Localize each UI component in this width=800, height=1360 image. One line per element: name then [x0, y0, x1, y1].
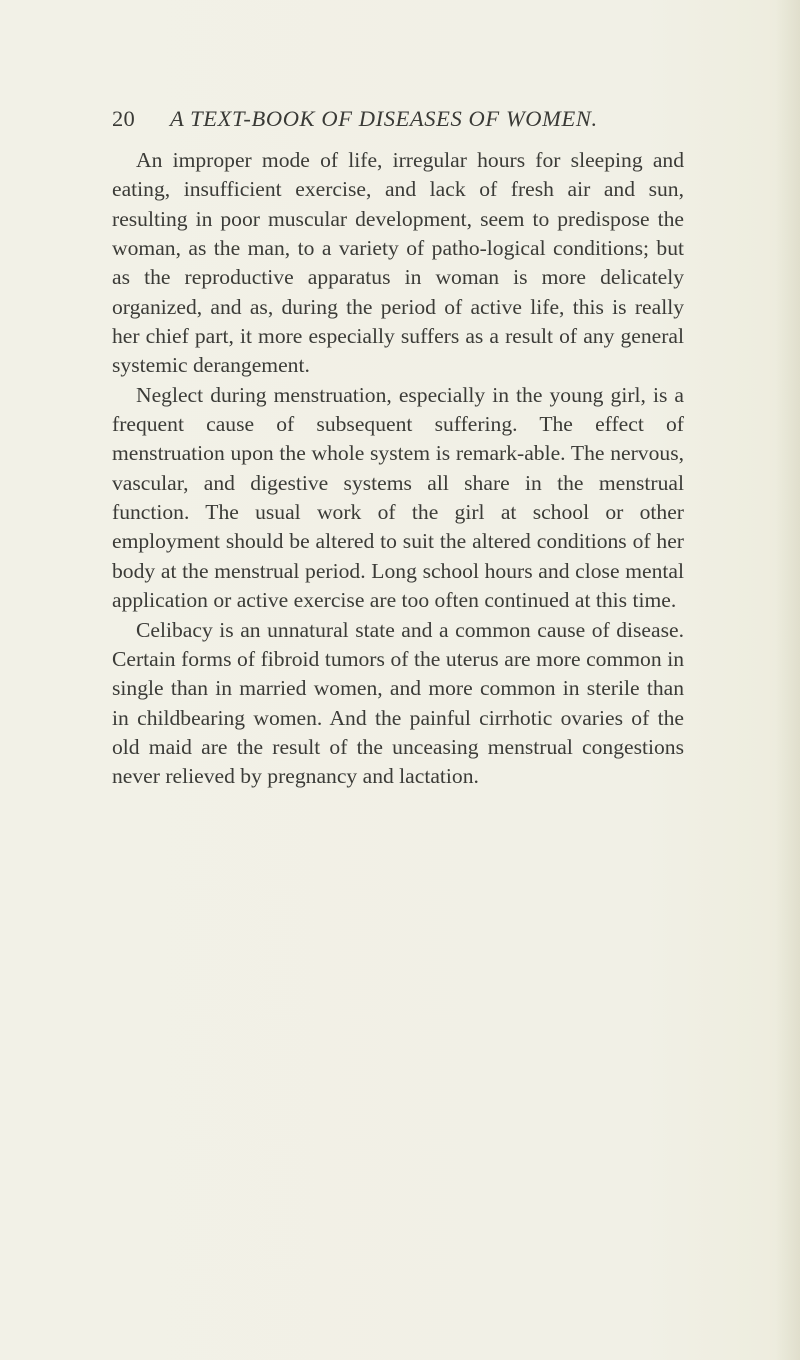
body-text	[112, 146, 684, 792]
paragraph-menstruation: Neglect during menstruation, especially in the young girl, is a frequent cause of subsequent suffering. The effect of menstruation upon the whole system is remark-able. The nervous, vascular, and digestive systems all share in the menstrual function. The usual work of the girl at school or other employment should be altered to suit the altered conditions of her body at the menstrual period. Long school hours and close mental application or active exercise are too often continued at this time.	[112, 382, 684, 613]
paragraph-lifestyle: An improper mode of life, irregular hours for sleeping and eating, insufficient exercise, and lack of fresh air and sun, resulting in poor muscular development, seem to predispose the woman, as the man, to a variety of patho-logical conditions; but as the reproductive apparatus in woman is more delicately organized, and as, during the period of active life, this is really her chief part, it more especially suffers as a result of any general systemic derangement.	[112, 148, 684, 378]
paragraph-celibacy: Celibacy is an unnatural state and a common cause of disease. Certain forms of fibroid tumors of the uterus are more common in single than in married women, and more common in sterile than in childbearing women. And the painful cirrhotic ovaries of the old maid are the result of the unceasing menstrual congestions never relieved by pregnancy and lactation.	[112, 617, 684, 789]
page-edge-shadow	[776, 0, 800, 1360]
page-number: 20	[112, 106, 136, 131]
running-head	[112, 106, 672, 136]
running-title: A TEXT-BOOK OF DISEASES OF WOMEN.	[170, 106, 598, 131]
